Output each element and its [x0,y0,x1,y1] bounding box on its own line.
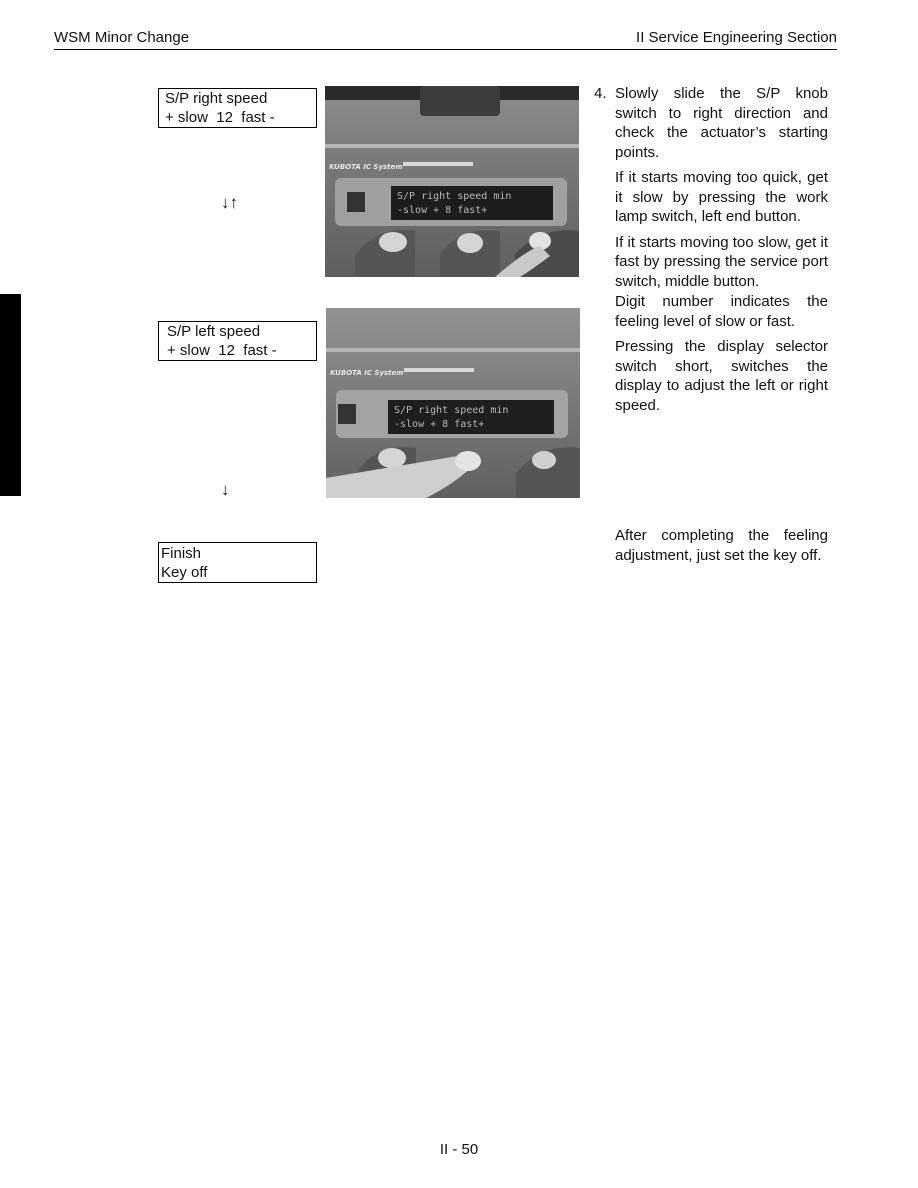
lcd-display-left-speed [158,321,317,361]
header-right-title: II Service Engineering Section [636,29,837,46]
lcd-screen-line-2: -slow + 8 fast+ [397,205,488,216]
page-number: II - 50 [439,1141,479,1158]
lcd-line-1: Finish [161,545,202,562]
brand-label: KUBOTA IC System [330,369,404,377]
lcd-display-right-speed [158,88,317,128]
lcd-display-finish [158,542,317,583]
control-panel-illustration [325,86,579,277]
section-side-tab [0,294,21,496]
down-arrow-icon: ↓ [221,480,230,499]
lcd-line-1: S/P left speed [167,323,261,340]
control-panel-illustration [326,308,580,498]
lcd-line-2: + slow 12 fast - [165,109,275,126]
lcd-screen-line-1: S/P right speed min [394,405,509,416]
lcd-screen-line-2: -slow + 8 fast+ [394,419,485,430]
instruction-step [594,84,828,421]
step-number: 4. [594,85,607,102]
lcd-line-2: Key off [161,564,208,581]
lcd-line-2: + slow 12 fast - [167,342,277,359]
lcd-screen-line-1: S/P right speed min [397,191,512,202]
header-divider [54,49,837,50]
down-up-arrow-icon: ↓↑ [221,193,238,212]
brand-label: KUBOTA IC System [329,163,403,171]
finish-instruction: After completing the feeling adjustment, just set the key off. [615,527,828,564]
instruction-paragraph: If it starts moving too slow, get it fast by pressing the service port switch, middle button. [615,233,828,290]
instruction-paragraph: If it starts moving too quick, get it slow by pressing the work lamp switch, left end button. [615,169,828,225]
control-panel-photo-middle-button [326,308,580,498]
instruction-paragraph: Pressing the display selector switch short, switches the display to adjust the left or right speed. [615,338,828,414]
header-left-title: WSM Minor Change [54,29,190,46]
instruction-paragraph: Digit number indicates the feeling level of slow or fast. [615,293,828,330]
instruction-paragraph: Slowly slide the S/P knob switch to right direction and check the actuator’s starting points. [615,85,828,161]
lcd-line-1: S/P right speed [165,90,268,107]
control-panel-photo-right-button [325,86,579,277]
